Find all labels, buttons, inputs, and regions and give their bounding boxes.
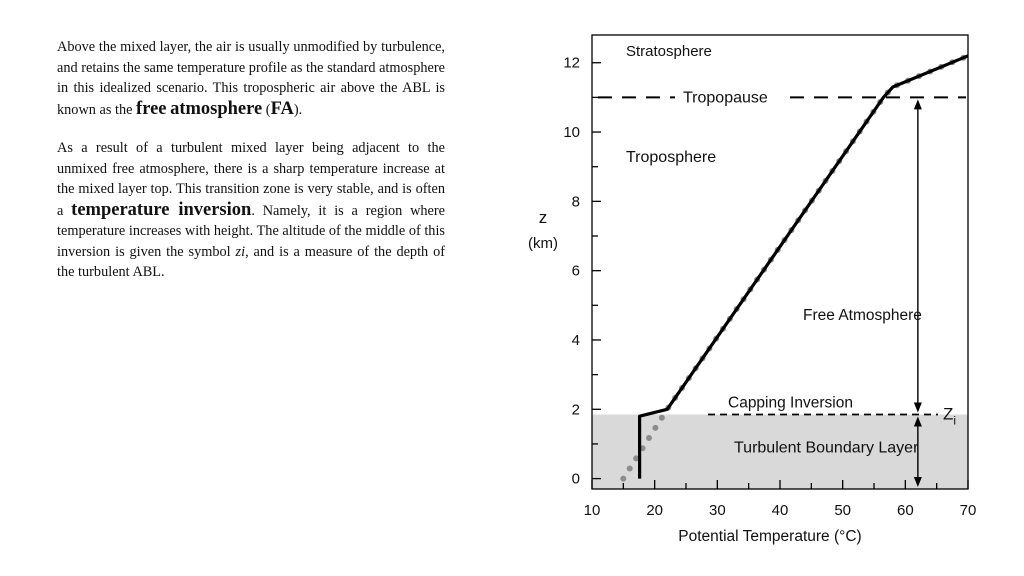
x-tick-label: 30 <box>708 502 726 519</box>
x-tick-label: 40 <box>771 502 789 519</box>
label-stratosphere: Stratosphere <box>626 43 712 60</box>
label-capping-inversion: Capping Inversion <box>728 394 853 412</box>
term-fa: FA <box>270 98 294 119</box>
paragraph-inversion <box>57 138 445 283</box>
p1-text: Above the mixed layer, the air is usually unmodified by turbulence, and retains the same temperature profile as the standard atmosphere in this idealized scenario. This tropospheric air above the ABL is known as the <box>57 39 445 118</box>
arrow-head-up <box>914 99 922 109</box>
y-tick-label: 8 <box>571 193 580 211</box>
paren-close: ). <box>293 101 303 118</box>
x-tick-label: 10 <box>583 502 601 519</box>
x-tick-label: 60 <box>896 502 914 519</box>
label-troposphere: Troposphere <box>626 149 717 166</box>
y-tick-label: 2 <box>571 401 580 419</box>
free-atmosphere-arrow <box>914 99 922 412</box>
p2-text-post: , and is a measure of the depth of the turbulent ABL. <box>57 243 446 280</box>
paragraph-free-atmosphere <box>57 37 445 120</box>
term-atmosphere: atmosphere <box>170 98 263 119</box>
x-tick-label: 20 <box>646 502 664 519</box>
paren-open: ( <box>262 101 271 118</box>
label-tropopause: Tropopause <box>683 89 768 107</box>
x-tick-label: 50 <box>834 502 852 519</box>
symbol-zi: zi <box>235 243 246 260</box>
atmosphere-profile-figure <box>520 25 980 555</box>
y-axis-label-z: z <box>538 208 548 227</box>
y-tick-label: 12 <box>563 54 580 72</box>
term-temperature-inversion: temperature inversion <box>71 199 252 220</box>
label-free-atmosphere: Free Atmosphere <box>803 307 922 324</box>
arrow-head-down <box>914 402 922 412</box>
y-tick-label: 6 <box>571 262 580 280</box>
profile-chart <box>520 25 980 555</box>
term-free: free <box>136 98 167 119</box>
y-tick-label: 0 <box>571 470 580 488</box>
p2-text-pre: As a result of a turbulent mixed layer being adjacent to the unmixed free atmosphere, there is a sharp temperature increase at the mixed layer top. This transition zone is very stable, and is often a <box>57 140 445 219</box>
text-column <box>57 37 445 301</box>
y-tick-label: 4 <box>571 331 580 349</box>
p2-text-mid: . Namely, it is a region where temperature increases with height. The altitude of the middle of this inversion is given the symbol <box>57 202 445 260</box>
y-axis-label-km: (km) <box>528 235 558 252</box>
label-turbulent-boundary-layer: Turbulent Boundary Layer <box>734 439 919 457</box>
label-zi-main: Z <box>943 404 954 424</box>
x-axis-label: Potential Temperature (°C) <box>678 528 862 545</box>
y-tick-label: 10 <box>563 124 580 142</box>
x-tick-label: 70 <box>959 502 977 519</box>
label-zi-sub: i <box>953 413 957 428</box>
